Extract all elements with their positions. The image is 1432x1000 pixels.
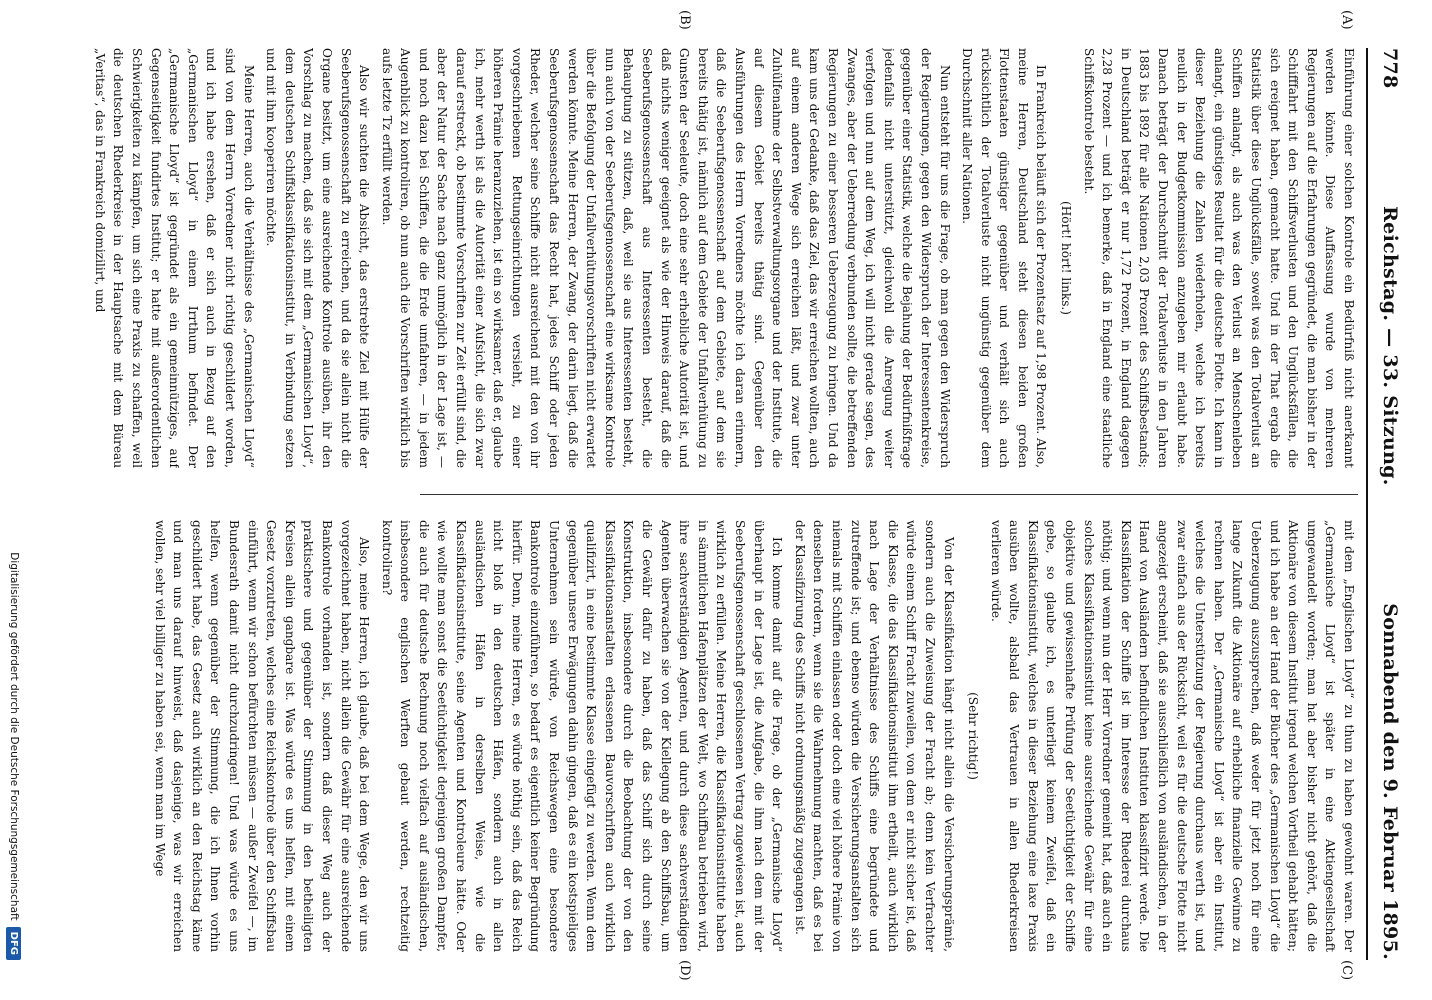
paragraph: Meine Herren, auch die Verhältnisse des „Germanischen Lloyd“ sind von dem Herrn Vorredner nicht richtig geschildert worden, und ich habe ersehen, daß er sich auch in Bezug auf den „Germanischen Lloyd“ in einem Irrthum befindet. Der „Germanische Lloyd“ ist gegründet als ein gemeinnütziges, auf Gegenseitigkeit fundirtes Institut; er hatte mit außerordentlichen Schwierigkeiten zu kämpfen, um sich eine Praxis zu schaffen, weil die deutschen Rhederkreise in der Hauptsache mit dem Büreau „Veritas“, das in Frankreich domizilirt, und <box>92 48 256 468</box>
session-date: Sonnabend den 9. Februar 1895. <box>1379 603 1401 960</box>
interjection: (Sehr richtig!) <box>966 692 981 780</box>
session-title: Reichstag. — 33. Sitzung. <box>1379 206 1401 486</box>
margin-mark-a: (A) <box>1339 10 1354 30</box>
right-column <box>40 520 1358 952</box>
credit-text: Digitalisierung gefördert durch die Deutsche Forschungsgemeinschaft <box>8 552 20 921</box>
column-divider <box>420 494 1358 495</box>
paragraph: Von der Klassifikation hängt nicht allein die Versicherungsprämie, sondern auch die Zuweisung der Fracht ab; denn kein Verfrachter würde einem Schiff Fracht zuweilen, von dem er nicht sicher ist, daß die Klasse, die das Klassifikationsinstitut ihm ertheilt, auch wirklich nach Lage der Verhältnisse des Schiffs eine begründete und zutreffende ist; und ebenso würden die Versicherungsanstalten sich niemals mit Schiffen einlassen oder doch eine viel höhere Prämie von denselben fordern, wenn sie die Wahrnehmung machten, daß es bei der Klassifizirung des Schiffs nicht ordnungsmäßig zugegangen ist. <box>792 520 956 952</box>
paragraph: Also, meine Herren, ich glaube, daß bei dem Wege, den wir uns vorgezeichnet haben, nicht allein die Gewähr für eine ausreichende Bankontrole vorhanden ist, sondern daß dieser Weg auch der praktischere und gegenüber der Stimmung in den betheiligten Kreisen allein gangbare ist. Was würde es uns helfen, mit einem Gesetz vorzutreten, welches eine Reichskontrole über den Schiffsbau einführt, wenn wir schon befürchten müssen — außer Zweifel —, im Bundesrath damit nicht durchzudringen! Und was würde es uns helfen, wenn gegenüber der Stimmung, die ich Ihnen vorhin geschildert habe, das Gesetz auch wirklich an den Reichstag käme und man uns darauf hinweist, daß dasjenige, was wir erreichen wollen, sehr viel billiger zu haben sei, wenn man im Wege <box>152 520 372 952</box>
page-number: 778 <box>1379 48 1401 89</box>
paragraph: Also wir suchten die Absicht, das erstrebte Ziel mit Hülfe der Seeberufsgenossenschaft zu erreichen, und da sie allein nicht die Organe besitzt, um eine ausreichende Kontrole ausüben, ihr den Vorschlag zu machen, daß sie sich mit dem „Germanischen Lloyd“, dem deutschen Schiffsklassifikationsinstitut, in Verbindung setzen und mit ihm kooperiren möchte. <box>264 48 372 468</box>
digitization-credit <box>0 0 28 1000</box>
margin-mark-b: (B) <box>677 10 692 30</box>
header-rule <box>1366 48 1368 960</box>
running-head <box>1370 48 1410 960</box>
paragraph: In Frankreich beläuft sich der Prozentsatz auf 1,98 Prozent. Also, meine Herren, Deutschland steht diesen beiden großen Flottenstaaten günstiger gegenüber und verhält sich auch rücksichtlich der Totalverluste nicht ungünstig gegenüber dem Durchschnitt aller Nationen. <box>960 48 1049 468</box>
paragraph: Ich komme damit auf die Frage, ob der „Germanische Lloyd“ überhaupt in der Lage ist, die Aufgabe, die ihm nach dem mit der Seeberufsgenossenschaft geschlossenen Vertrag zugewiesen ist, auch wirklich zu erfüllen. Meine Herren, die Klassifikationsinstitute haben in sämmtlichen Hafenplätzen der Welt, wo Schiffbau betrieben wird, ihre sachverständigen Agenten, und durch diese sachverständigen Agenten überwachen sie von der Kiellegung ab den Schiffsbau, um die Gewähr dafür zu haben, daß das Schiff sich durch seine Konstruktion, insbesondere durch die Beobachtung der von den Klassifikationsanstalten erlassenen Bauvorschriften auch wirklich qualifizirt, in eine bestimmte Klasse eingefügt zu werden. Wenn dem gegenüber unsere Erwägungen dahin gingen, daß es ein kostspieliges Unternehmen sein würde, von Reichswegen eine besondere Bankontrole einzuführen, so bedarf es eigentlich keiner Begründung hierfür. Denn, meine Herren, es würde nöthig sein, daß das Reich nicht bloß in den deutschen Häfen, sondern auch in allen ausländischen Häfen in derselben Weise, wie die Klassifikationsinstitute, seine Agenten und Kontroleure hätte. Oder wie wollte man sonst die Seetüchtigkeit derjenigen großen Dampfer, die auch für deutsche Rechnung noch vielfach auf ausländischen, insbesondere englischen Werften gebaut werden, rechtzeitig kontroliren? <box>379 520 785 952</box>
margin-mark-d: (D) <box>677 960 692 981</box>
margin-mark-c: (C) <box>1339 960 1354 981</box>
paragraph: Nun entsteht für uns die Frage, ob man gegen den Widerspruch der Regierungen, gegen den Widerspruch der Interessentenkreise, gegenüber einer Statistik, welche die Bejahung der Bedürfnißfrage jedenfalls nicht unterstützt, gleichwohl die Anregung weiter verfolgen und nun auf dem Weg, ich will nicht gerade sagen, des Zwanges, aber der Ueberredung verbunden sollte, die betreffenden Regierungen zu einer besseren Ueberzeugung zu bringen. Und da kam uns der Gedanke, daß das Ziel, das wir erreichen wollten, auch auf einem anderen Wege sich erreichen läßt, und zwar unter Zuhülfenahme der Selbstverwaltungsorgane und der Institute, die auf diesem Gebiet bereits thätig sind. Gegenüber den Ausführungen des Herrn Vorredners möchte ich daran erinnern, daß die Seeberufsgenossenschaft auf dem Gebiete, auf dem sie bereits thätig ist, nämlich auf dem Gebiete der Unfallverhütung zu Gunsten der Seeleute, doch eine sehr erhebliche Autorität ist, und daß nichts weniger geeignet als wie der Hinweis darauf, daß die Seeberufsgenossenschaft aus Interessenten besteht, die Behauptung zu stützen, daß, weil sie aus Interessenten besteht, nun auch von der Seeberufsgenossenschaft eine wirksame Kontrole über die Befolgung der Unfallverhütungsvorschriften nicht erwartet werden könnte. Meine Herren, der Zwang, der darin liegt, daß die Seeberufsgenossenschaft das Recht hat, jedes Schiff oder jeden Rheder, welcher seine Schiffe nicht ausreichend mit den von ihr vorgeschriebenen Rettungseinrichtungen versieht, zu einer höheren Prämie heranzuziehen, ist ein so wirksamer, daß er, glaube ich, mehr werth ist als die Autorität einer Aufsicht, die sich zwar darauf erstreckt, ob bestimmte Vorschriften zur Zeit erfüllt sind, die aber der Natur der Sache nach ganz unmöglich in der Lage ist, — und noch dazu bei Schiffen, die die Erde umfahren, — in jedem Augenblick zu kontroliren, ob nun auch die Vorschriften wirklich bis aufs letzte Tz erfüllt werden. <box>379 48 952 468</box>
dfg-logo: DFG <box>7 927 22 960</box>
paragraph: Einführung einer solchen Kontrole ein Bedürfniß nicht anerkannt werden könnte. Diese Auffassung wurde von mehreren Regierungen auf die Erfahrungen gegründet, die man bisher in der Schifffahrt mit den Schiffsverlusten und den Unglücksfällen, die sich ereignet haben, gemacht hatte. Und in der That ergab die Statistik über diese Unglücksfälle, soweit was den Totalverlust an Schiffen anlangt, als auch was den Verlust an Menschenleben anlangt, ein günstiges Resultat für die deutsche Flotte. Ich kann in dieser Beziehung die Zahlen wiederholen, welche ich bereits neulich in der Budgetkommission anzugeben mir erlaubt habe. Danach beträgt der Durchschnitt der Totalverluste in den Jahren 1883 bis 1892 für alle Nationen 2,03 Prozent des Schiffsbestands; in Deutschland beträgt er nur 1,72 Prozent, in England dagegen 2,28 Prozent — und ich bemerke, daß in England eine staatliche Schiffskontrole besteht. <box>1081 48 1356 468</box>
interjection: (Hört! hört! links.) <box>1059 201 1074 315</box>
left-column <box>40 48 1358 468</box>
paragraph: mit dem „Englischen Lloyd“ zu thun zu haben gewohnt waren. Der „Germanische Lloyd“ ist später in eine Aktiengesellschaft umgewandelt worden; man hat aber bisher nicht gehört, daß die Aktionäre von diesem Institut irgend welchen Vortheil gehabt hätten; und ich habe an der Hand der Bücher des „Germanischen Lloyd“ die Ueberzeugung auszusprechen, daß weder für jetzt noch für eine lange Zukunft die Aktionäre auf erhebliche finanzielle Gewinne zu rechnen haben. Der „Germanische Lloyd“ ist aber ein Institut, welches die Unterstützung der Regierung durchaus werth ist, und zwar einfach aus der Rücksicht, weil es für die deutsche Flotte nicht angezeigt erscheint, daß sie ausschließlich von ausländischen, in der Hand von Ausländern befindlichen Instituten klassifizirt werde. Die Klassifikation der Schiffe ist im Interesse der Rhederei durchaus nöthig; und wenn nun der Herr Vorredner gemeint hat, daß auch ein solches Klassifikationsinstitut keine ausreichende Gewähr für eine objektive und gewissenhafte Prüfung der Seetüchtigkeit der Schiffe gebe, so glaube ich, es unterliegt keinem Zweifel, daß ein Klassifikationsinstitut, welches in dieser Beziehung eine laxe Praxis ausüben wollte, alsbald das Vertrauen in allen Rhederkreisen verlieren würde. <box>988 520 1356 952</box>
